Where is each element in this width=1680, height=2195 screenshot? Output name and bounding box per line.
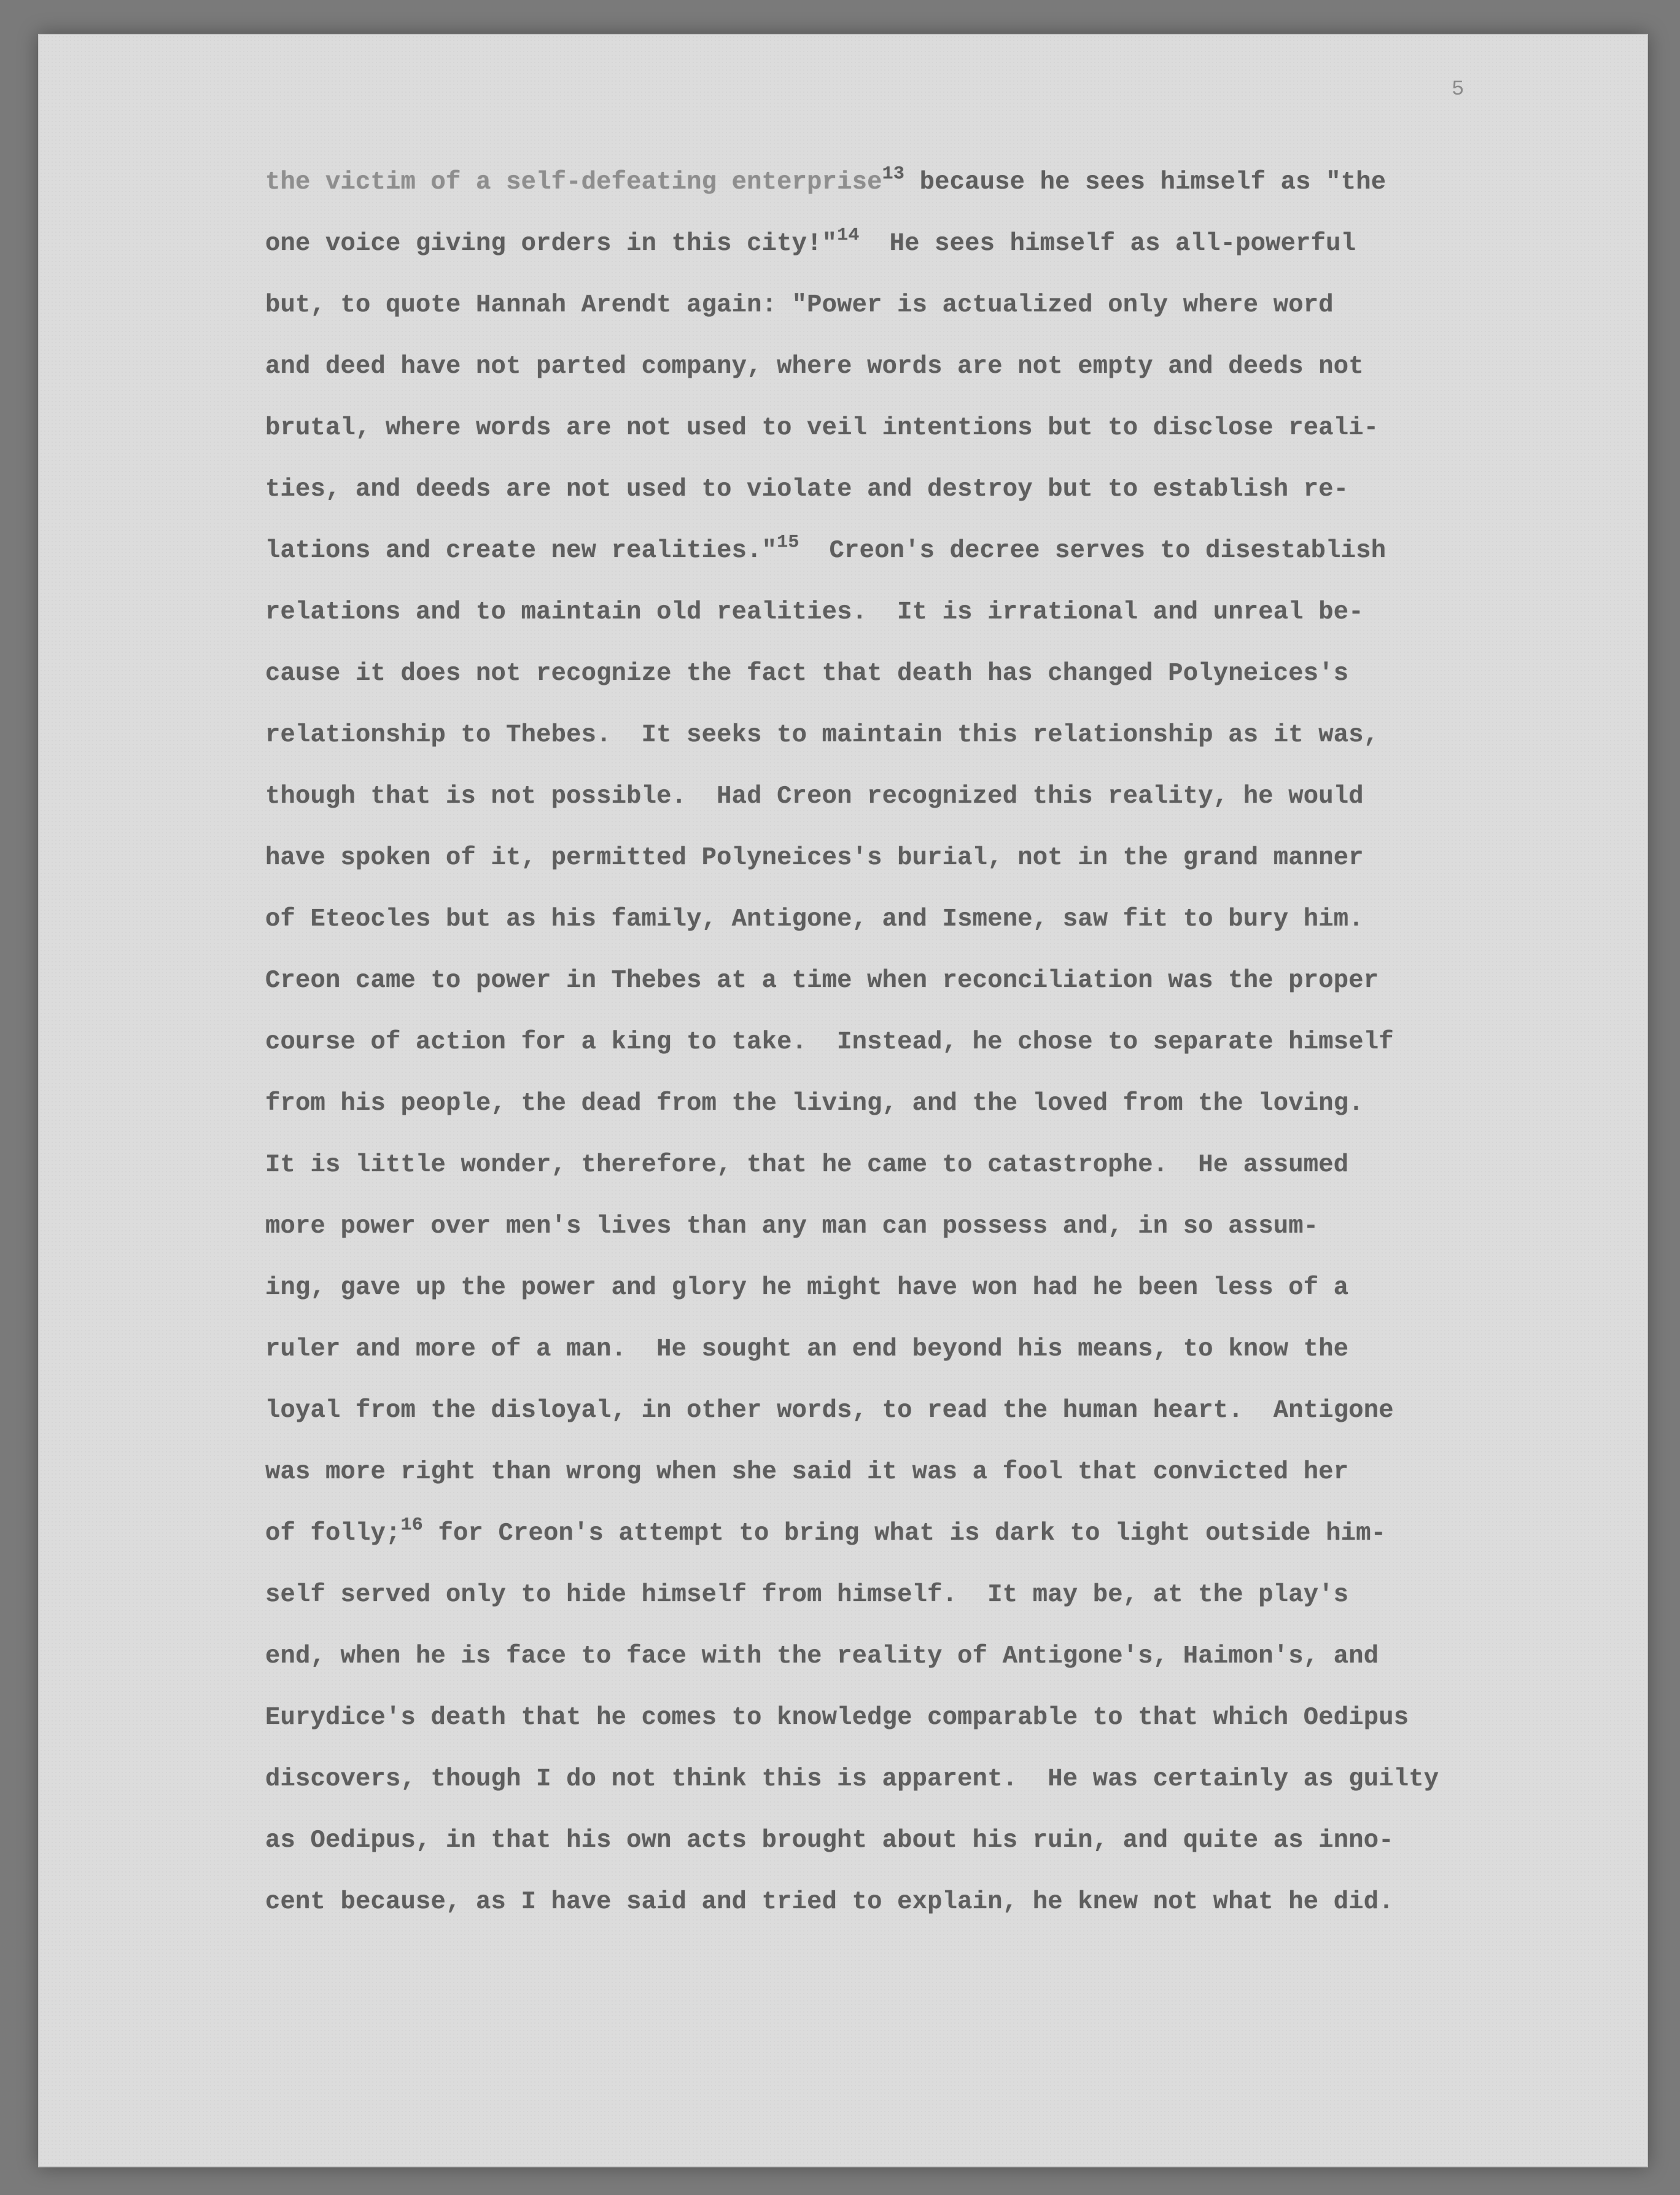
text-line-7 <box>265 520 1555 582</box>
text-line-2-start: one voice giving orders in this city!" <box>265 230 838 258</box>
text-line-9: cause it does not recognize the fact that death has changed Polyneices's <box>265 660 1349 688</box>
typewritten-page <box>38 34 1648 2167</box>
text-line-23-start: of folly; <box>265 1519 401 1548</box>
text-line-6: ties, and deeds are not used to violate and destroy but to establish re- <box>265 475 1349 504</box>
text-line-11: though that is not possible. Had Creon recognized this reality, he would <box>265 782 1364 811</box>
text-line-2-end: He sees himself as all-powerful <box>859 230 1356 258</box>
text-line-28: as Oedipus, in that his own acts brought about his ruin, and quite as inno- <box>265 1827 1394 1855</box>
text-line-8: relations and to maintain old realities. It is irrational and unreal be- <box>265 598 1364 626</box>
text-line-23-end: for Creon's attempt to bring what is dark to light outside him- <box>422 1519 1386 1548</box>
text-line-7-end: Creon's decree serves to disestablish <box>799 537 1386 565</box>
text-line-1 <box>265 152 1555 213</box>
text-line-26: Eurydice's death that he comes to knowledge comparable to that which Oedipus <box>265 1704 1409 1732</box>
text-line-16: from his people, the dead from the living, and the loved from the loving. <box>265 1090 1364 1118</box>
page-number: 5 <box>1452 78 1464 101</box>
footnote-ref-15: 15 <box>777 532 799 553</box>
text-line-1-start: the victim of a self-defeating enterprise <box>265 168 882 197</box>
text-line-21: loyal from the disloyal, in other words, to read the human heart. Antigone <box>265 1397 1394 1425</box>
text-line-13: of Eteocles but as his family, Antigone, and Ismene, saw fit to bury him. <box>265 905 1364 934</box>
footnote-ref-14: 14 <box>837 225 860 246</box>
text-line-5: brutal, where words are not used to veil intentions but to disclose reali- <box>265 414 1379 442</box>
text-line-25: end, when he is face to face with the reality of Antigone's, Haimon's, and <box>265 1642 1379 1671</box>
text-line-1-end: because he sees himself as "the <box>904 168 1386 197</box>
text-line-4: and deed have not parted company, where words are not empty and deeds not <box>265 353 1364 381</box>
footnote-ref-13: 13 <box>882 163 905 185</box>
text-line-27: discovers, though I do not think this is apparent. He was certainly as guilty <box>265 1765 1439 1793</box>
footnote-ref-16: 16 <box>400 1515 423 1536</box>
text-line-23 <box>265 1503 1555 1564</box>
text-line-17: It is little wonder, therefore, that he came to catastrophe. He assumed <box>265 1151 1349 1179</box>
body-text <box>265 152 1555 1933</box>
text-line-14: Creon came to power in Thebes at a time when reconciliation was the proper <box>265 967 1379 995</box>
text-line-10: relationship to Thebes. It seeks to maintain this relationship as it was, <box>265 721 1379 749</box>
text-line-19: ing, gave up the power and glory he might have won had he been less of a <box>265 1274 1349 1302</box>
text-line-24: self served only to hide himself from himself. It may be, at the play's <box>265 1581 1349 1609</box>
text-line-15: course of action for a king to take. Instead, he chose to separate himself <box>265 1028 1394 1056</box>
text-line-22: was more right than wrong when she said it was a fool that convicted her <box>265 1458 1349 1486</box>
text-line-12: have spoken of it, permitted Polyneices's burial, not in the grand manner <box>265 844 1364 872</box>
text-line-3: but, to quote Hannah Arendt again: "Power is actualized only where word <box>265 291 1334 319</box>
text-line-20: ruler and more of a man. He sought an end beyond his means, to know the <box>265 1335 1349 1363</box>
text-line-29: cent because, as I have said and tried to explain, he knew not what he did. <box>265 1888 1394 1916</box>
text-line-18: more power over men's lives than any man can possess and, in so assum- <box>265 1212 1319 1241</box>
text-line-7-start: lations and create new realities." <box>265 537 777 565</box>
text-line-2 <box>265 213 1555 275</box>
